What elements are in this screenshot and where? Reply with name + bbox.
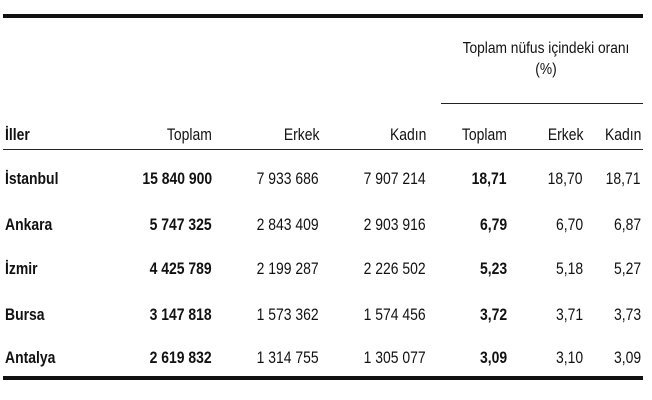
province-name: Antalya: [5, 348, 56, 367]
province-name: Bursa: [5, 305, 45, 324]
ratio-female: 3,73: [613, 305, 641, 324]
ratio-total: 5,23: [479, 259, 507, 278]
population-female: 2 903 916: [363, 215, 426, 234]
column-header-province: İller: [5, 125, 30, 144]
province-name: İstanbul: [5, 169, 59, 188]
group-header-rule: [441, 103, 643, 104]
ratio-group-header: [456, 38, 637, 80]
column-header-ratio-female: Kadın: [604, 125, 641, 144]
ratio-male: 3,10: [555, 348, 583, 367]
population-female: 7 907 214: [363, 169, 426, 188]
population-total: 15 840 900: [142, 169, 212, 188]
ratio-total: 3,72: [479, 305, 507, 324]
column-header-total: Toplam: [167, 125, 212, 144]
population-male: 1 314 755: [256, 348, 319, 367]
population-total: 4 425 789: [149, 259, 212, 278]
ratio-female: 5,27: [613, 259, 641, 278]
ratio-male: 3,71: [555, 305, 583, 324]
ratio-total: 3,09: [479, 348, 507, 367]
ratio-female: 3,09: [613, 348, 641, 367]
ratio-group-unit: (%): [535, 61, 557, 78]
top-rule: [3, 14, 643, 18]
header-rule: [3, 149, 643, 150]
population-female: 1 574 456: [363, 305, 426, 324]
population-total: 5 747 325: [149, 215, 212, 234]
ratio-total: 18,71: [472, 169, 507, 188]
ratio-total: 6,79: [479, 215, 507, 234]
population-male: 7 933 686: [256, 169, 319, 188]
column-header-male: Erkek: [283, 125, 319, 144]
column-header-ratio-male: Erkek: [547, 125, 583, 144]
province-name: İzmir: [5, 259, 38, 278]
ratio-female: 18,71: [606, 169, 641, 188]
population-female: 1 305 077: [363, 348, 426, 367]
population-male: 2 843 409: [256, 215, 319, 234]
column-header-ratio-total: Toplam: [462, 125, 507, 144]
province-name: Ankara: [5, 215, 53, 234]
population-female: 2 226 502: [363, 259, 426, 278]
ratio-male: 6,70: [555, 215, 583, 234]
ratio-female: 6,87: [613, 215, 641, 234]
ratio-group-title: Toplam nüfus içindeki oranı: [462, 40, 630, 57]
population-male: 1 573 362: [256, 305, 319, 324]
population-total: 2 619 832: [149, 348, 212, 367]
bottom-rule: [3, 376, 643, 380]
population-total: 3 147 818: [149, 305, 212, 324]
column-header-female: Kadın: [389, 125, 426, 144]
population-male: 2 199 287: [256, 259, 319, 278]
ratio-male: 5,18: [555, 259, 583, 278]
ratio-male: 18,70: [548, 169, 583, 188]
